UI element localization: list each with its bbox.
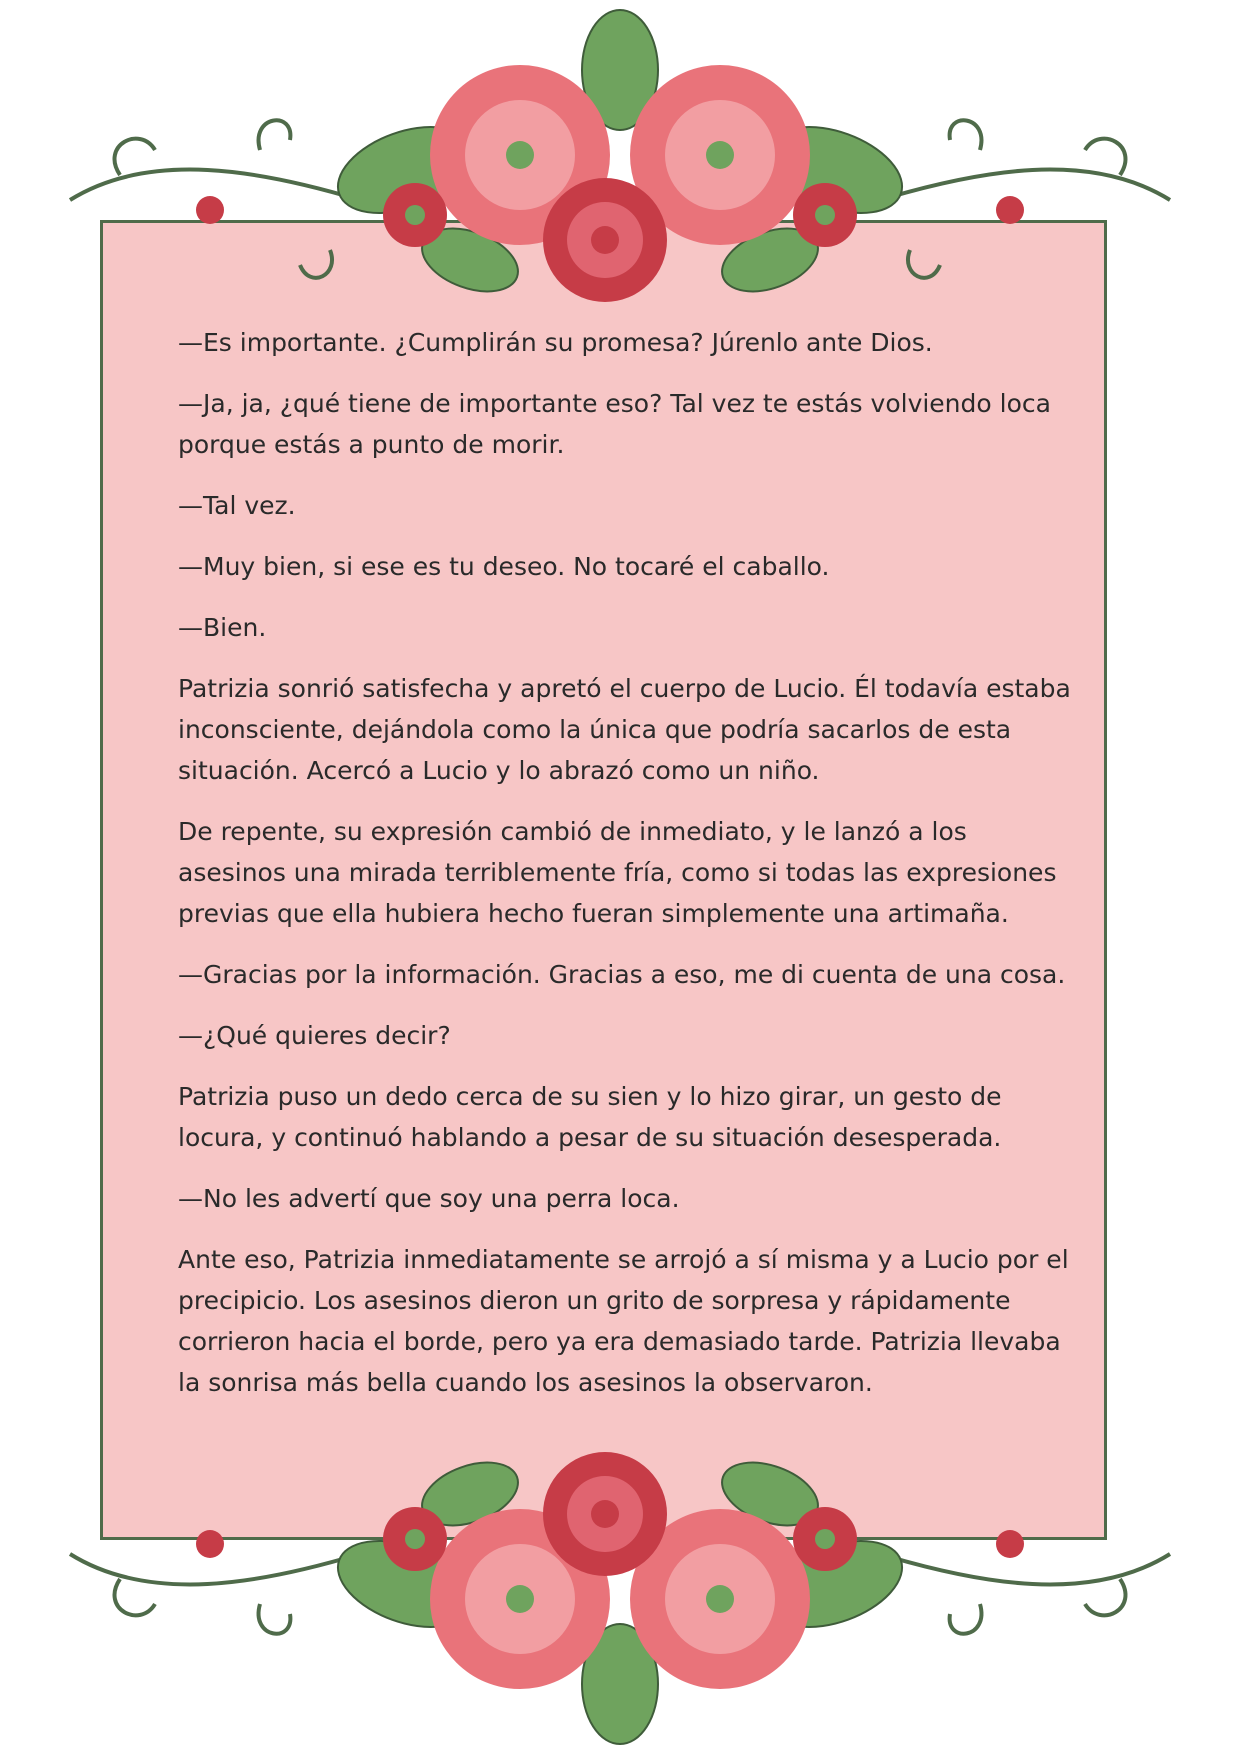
paragraph: —Muy bien, si ese es tu deseo. No tocaré el caballo. [178, 552, 830, 581]
paragraph: —Tal vez. [178, 491, 296, 520]
paragraph: —Ja, ja, ¿qué tiene de importante eso? Tal vez te estás volviendo loca porque estás a punto de morir. [178, 389, 1051, 459]
vine-right [880, 120, 1170, 278]
paragraph: —Bien. [178, 613, 267, 642]
paragraph: Ante eso, Patrizia inmediatamente se arrojó a sí misma y a Lucio por el precipicio. Los asesinos dieron un grito de sorpresa y rápidamente corrieron hacia el borde, pero ya era demasiado tarde. Patrizia llevaba la sonrisa más bella cuando los asesinos la observaron. [178, 1245, 1069, 1397]
paragraph: Patrizia sonrió satisfecha y apretó el cuerpo de Lucio. Él todavía estaba inconsciente, dejándola como la única que podría sacarlos de esta situación. Acercó a Lucio y lo abrazó como un niño. [178, 674, 1071, 785]
top-floral-ornament [0, 0, 1240, 340]
bottom-floral-ornament [0, 1414, 1240, 1754]
paragraph: —Gracias por la información. Gracias a eso, me di cuenta de una cosa. [178, 960, 1066, 989]
paragraph: —¿Qué quieres decir? [178, 1021, 451, 1050]
paragraph: —No les advertí que soy una perra loca. [178, 1184, 680, 1213]
paragraph: De repente, su expresión cambió de inmediato, y le lanzó a los asesinos una mirada terriblemente fría, como si todas las expresiones previas que ella hubiera hecho fueran simplemente una artimaña. [178, 817, 1057, 928]
story-text [178, 322, 1078, 1423]
paragraph: —Es importante. ¿Cumplirán su promesa? Júrenlo ante Dios. [178, 328, 933, 357]
paragraph: Patrizia puso un dedo cerca de su sien y lo hizo girar, un gesto de locura, y continuó hablando a pesar de su situación desesperada. [178, 1082, 1002, 1152]
